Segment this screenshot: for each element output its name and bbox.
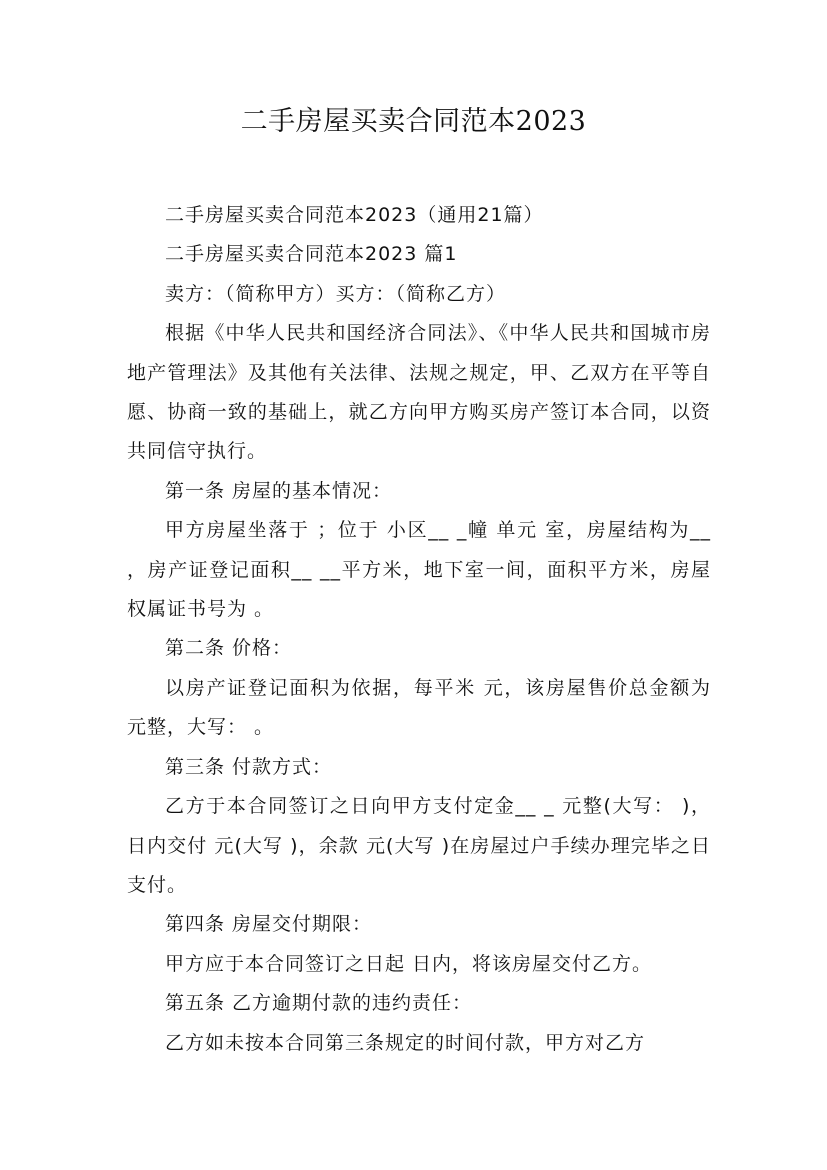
article-3-body: 乙方于本合同签订之日向甲方支付定金__ _ 元整(大写： )， 日内交付 元(大写 )，余款 元(大写 )在房屋过户手续办理完毕之日支付。 [127,795,719,896]
article-2-heading: 第二条 价格： [165,637,293,660]
paragraph-preamble: 根据《中华人民共和国经济合同法》、《中华人民共和国城市房地产管理法》及其他有关法律、法规之规定，甲、乙双方在平等自愿、协商一致的基础上，就乙方向甲方购买房产签订本合同，以资共同信守执行。 [127,322,711,463]
article-1-heading: 第一条 房屋的基本情况： [165,479,393,502]
document-body [127,196,719,1063]
article-5-heading: 第五条 乙方逾期付款的违约责任： [165,992,473,1015]
article-4-heading: 第四条 房屋交付期限： [165,913,373,936]
document-title: 二手房屋买卖合同范本2023 [240,106,587,137]
paragraph-parties: 卖方：（简称甲方）买方：（简称乙方） [165,282,507,305]
article-2-body: 以房产证登记面积为依据，每平米 元，该房屋售价总金额为 元整，大写： 。 [127,676,719,739]
article-4-body: 甲方应于本合同签订之日起 日内，将该房屋交付乙方。 [165,952,653,975]
article-1-body: 甲方房屋坐落于 ；位于 小区__ _幢 单元 室，房屋结构为__ ，房产证登记面积__ __平方米，地下室一间，面积平方米，房屋权属证书号为 。 [127,519,719,621]
article-3-heading: 第三条 付款方式： [165,755,333,778]
paragraph-section-heading: 二手房屋买卖合同范本2023 篇1 [165,243,458,266]
paragraph-collection-title: 二手房屋买卖合同范本2023（通用21篇） [165,204,544,226]
article-5-body: 乙方如未按本合同第三条规定的时间付款，甲方对乙方 [165,1031,646,1054]
